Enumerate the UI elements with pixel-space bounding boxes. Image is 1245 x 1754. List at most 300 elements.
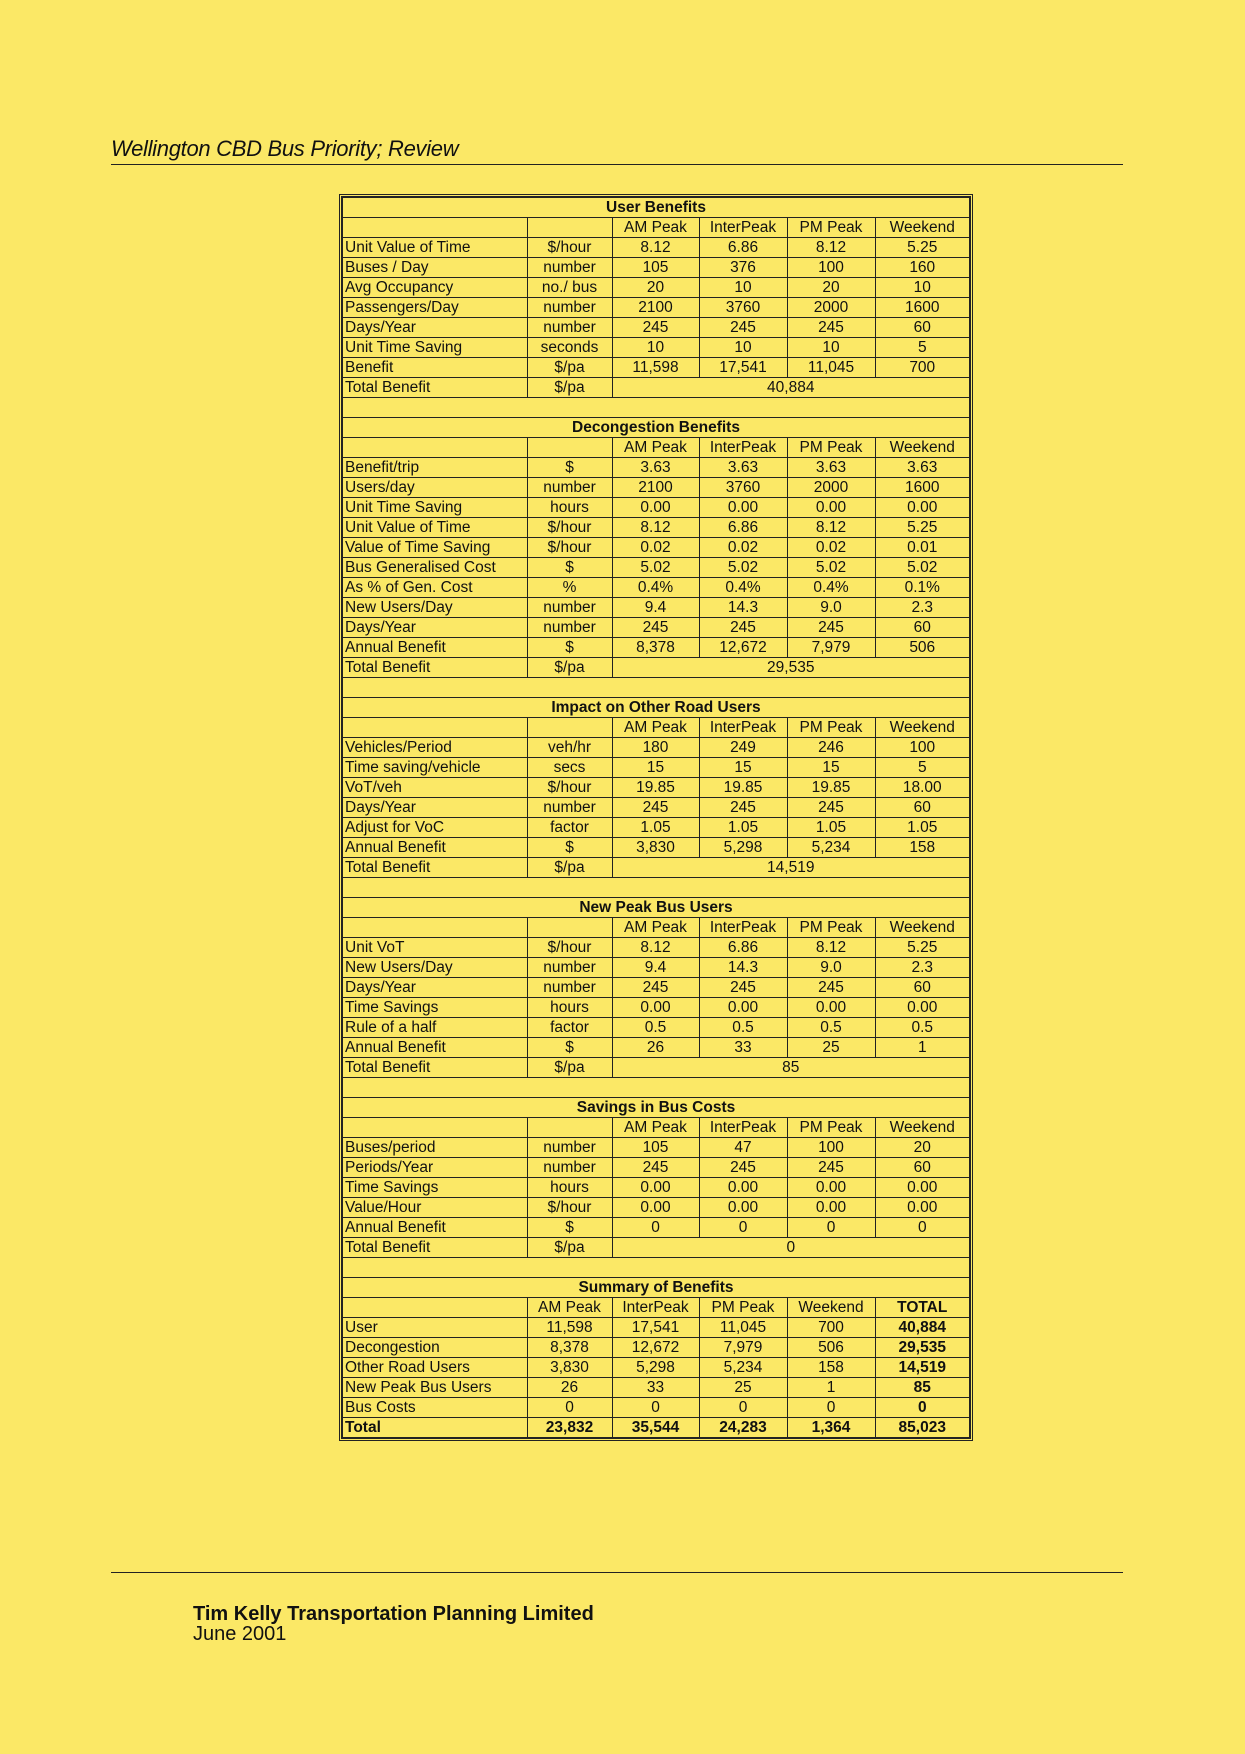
table-cell: 0.02 bbox=[612, 538, 699, 558]
benefits-table bbox=[341, 196, 971, 1439]
summary-row bbox=[342, 1418, 970, 1439]
document-date: June 2001 bbox=[193, 1623, 287, 1645]
table-cell: 5,234 bbox=[787, 838, 875, 858]
table-cell: 8.12 bbox=[612, 518, 699, 538]
row-label: Annual Benefit bbox=[342, 638, 527, 658]
table-cell: 1.05 bbox=[699, 818, 787, 838]
table-cell: 245 bbox=[787, 1158, 875, 1178]
table-cell: $ bbox=[527, 558, 612, 578]
table-cell: 60 bbox=[875, 798, 970, 818]
column-header bbox=[527, 918, 612, 938]
column-header: InterPeak bbox=[699, 918, 787, 938]
table-cell: 100 bbox=[787, 258, 875, 278]
table-row bbox=[342, 998, 970, 1018]
column-header: Weekend bbox=[875, 918, 970, 938]
section-title-row bbox=[342, 197, 970, 218]
table-cell: 35,544 bbox=[612, 1418, 699, 1439]
row-label: Decongestion bbox=[342, 1338, 527, 1358]
table-row bbox=[342, 598, 970, 618]
table-cell: 506 bbox=[787, 1338, 875, 1358]
table-cell: 85 bbox=[875, 1378, 970, 1398]
table-row bbox=[342, 1218, 970, 1238]
table-cell: 0 bbox=[699, 1218, 787, 1238]
table-cell: 245 bbox=[612, 618, 699, 638]
table-cell: 18.00 bbox=[875, 778, 970, 798]
table-row bbox=[342, 258, 970, 278]
row-label: New Users/Day bbox=[342, 598, 527, 618]
row-label: Annual Benefit bbox=[342, 838, 527, 858]
row-label: Days/Year bbox=[342, 798, 527, 818]
table-cell: 0.4% bbox=[699, 578, 787, 598]
table-cell: 19.85 bbox=[787, 778, 875, 798]
row-label: Unit VoT bbox=[342, 938, 527, 958]
column-header: InterPeak bbox=[699, 1118, 787, 1138]
table-cell: 25 bbox=[787, 1038, 875, 1058]
table-cell: 24,283 bbox=[699, 1418, 787, 1439]
table-cell: 20 bbox=[875, 1138, 970, 1158]
table-cell: 8,378 bbox=[527, 1338, 612, 1358]
row-label: User bbox=[342, 1318, 527, 1338]
table-cell: 10 bbox=[875, 278, 970, 298]
section-title-row bbox=[342, 698, 970, 718]
row-label: Annual Benefit bbox=[342, 1218, 527, 1238]
table-cell: 376 bbox=[699, 258, 787, 278]
table-cell: 0 bbox=[699, 1398, 787, 1418]
row-label: Days/Year bbox=[342, 618, 527, 638]
table-cell: 8.12 bbox=[612, 238, 699, 258]
table-row bbox=[342, 938, 970, 958]
table-cell: 2100 bbox=[612, 298, 699, 318]
table-cell: 2000 bbox=[787, 298, 875, 318]
table-cell: 11,598 bbox=[612, 358, 699, 378]
table-cell: 2100 bbox=[612, 478, 699, 498]
total-label: Total Benefit bbox=[342, 1238, 527, 1258]
row-label: Benefit/trip bbox=[342, 458, 527, 478]
table-cell: number bbox=[527, 598, 612, 618]
table-cell: 3760 bbox=[699, 478, 787, 498]
table-row bbox=[342, 838, 970, 858]
column-header: Weekend bbox=[875, 718, 970, 738]
column-header: InterPeak bbox=[699, 718, 787, 738]
total-row bbox=[342, 658, 970, 678]
table-row bbox=[342, 1178, 970, 1198]
summary-title: Summary of Benefits bbox=[342, 1278, 970, 1298]
table-cell: hours bbox=[527, 498, 612, 518]
table-cell: number bbox=[527, 258, 612, 278]
summary-row bbox=[342, 1358, 970, 1378]
table-cell: 11,598 bbox=[527, 1318, 612, 1338]
column-header: AM Peak bbox=[612, 438, 699, 458]
row-label: Time saving/vehicle bbox=[342, 758, 527, 778]
table-cell: 0.5 bbox=[699, 1018, 787, 1038]
column-header: InterPeak bbox=[699, 218, 787, 238]
table-cell: 9.4 bbox=[612, 598, 699, 618]
row-label: Days/Year bbox=[342, 978, 527, 998]
table-cell: 180 bbox=[612, 738, 699, 758]
table-cell: 245 bbox=[612, 1158, 699, 1178]
row-label: VoT/veh bbox=[342, 778, 527, 798]
table-cell: factor bbox=[527, 818, 612, 838]
table-row bbox=[342, 958, 970, 978]
table-cell: 3.63 bbox=[787, 458, 875, 478]
table-cell: 0.00 bbox=[699, 998, 787, 1018]
table-cell: 0.02 bbox=[699, 538, 787, 558]
table-cell: number bbox=[527, 958, 612, 978]
table-cell: 246 bbox=[787, 738, 875, 758]
table-cell: 26 bbox=[612, 1038, 699, 1058]
table-cell: seconds bbox=[527, 338, 612, 358]
table-cell: $ bbox=[527, 1218, 612, 1238]
row-label: Buses / Day bbox=[342, 258, 527, 278]
table-cell: 5.25 bbox=[875, 938, 970, 958]
table-cell: 1.05 bbox=[612, 818, 699, 838]
table-cell: 9.4 bbox=[612, 958, 699, 978]
table-cell: 1.05 bbox=[787, 818, 875, 838]
table-cell: 0 bbox=[875, 1398, 970, 1418]
table-row bbox=[342, 1158, 970, 1178]
table-cell: 6.86 bbox=[699, 238, 787, 258]
table-cell: 10 bbox=[699, 338, 787, 358]
table-cell: no./ bus bbox=[527, 278, 612, 298]
table-cell: 29,535 bbox=[875, 1338, 970, 1358]
column-header bbox=[527, 218, 612, 238]
table-cell: 5.02 bbox=[699, 558, 787, 578]
section-title: New Peak Bus Users bbox=[342, 898, 970, 918]
table-cell: 1 bbox=[875, 1038, 970, 1058]
table-row bbox=[342, 358, 970, 378]
table-cell: 33 bbox=[699, 1038, 787, 1058]
table-cell: 0.00 bbox=[612, 1178, 699, 1198]
column-header-row bbox=[342, 918, 970, 938]
row-label: Value of Time Saving bbox=[342, 538, 527, 558]
row-label: Buses/period bbox=[342, 1138, 527, 1158]
table-cell: 7,979 bbox=[787, 638, 875, 658]
table-row bbox=[342, 798, 970, 818]
section-spacer bbox=[342, 878, 970, 898]
table-row bbox=[342, 278, 970, 298]
table-cell: $/hour bbox=[527, 778, 612, 798]
table-row bbox=[342, 498, 970, 518]
table-row bbox=[342, 458, 970, 478]
table-cell: 5.02 bbox=[612, 558, 699, 578]
row-label: As % of Gen. Cost bbox=[342, 578, 527, 598]
table-cell: 0.00 bbox=[699, 498, 787, 518]
table-cell: 100 bbox=[875, 738, 970, 758]
total-unit: $/pa bbox=[527, 1058, 612, 1078]
table-cell: 11,045 bbox=[787, 358, 875, 378]
total-label: Total Benefit bbox=[342, 858, 527, 878]
table-cell: 700 bbox=[875, 358, 970, 378]
row-label: Unit Time Saving bbox=[342, 338, 527, 358]
table-cell: 2000 bbox=[787, 478, 875, 498]
table-cell: $ bbox=[527, 638, 612, 658]
table-row bbox=[342, 538, 970, 558]
table-cell: 5 bbox=[875, 338, 970, 358]
table-cell: 12,672 bbox=[612, 1338, 699, 1358]
table-cell: factor bbox=[527, 1018, 612, 1038]
column-header bbox=[527, 1118, 612, 1138]
total-value: 40,884 bbox=[612, 378, 970, 398]
table-cell: $/hour bbox=[527, 1198, 612, 1218]
table-cell: 0 bbox=[612, 1398, 699, 1418]
table-cell: 245 bbox=[787, 978, 875, 998]
row-label: Benefit bbox=[342, 358, 527, 378]
section-title: Impact on Other Road Users bbox=[342, 698, 970, 718]
table-row bbox=[342, 518, 970, 538]
row-label: Users/day bbox=[342, 478, 527, 498]
total-unit: $/pa bbox=[527, 378, 612, 398]
total-label: Total Benefit bbox=[342, 1058, 527, 1078]
table-cell: % bbox=[527, 578, 612, 598]
table-cell: 0 bbox=[612, 1218, 699, 1238]
row-label: New Peak Bus Users bbox=[342, 1378, 527, 1398]
summary-row bbox=[342, 1378, 970, 1398]
table-cell: 14,519 bbox=[875, 1358, 970, 1378]
table-cell: secs bbox=[527, 758, 612, 778]
table-row bbox=[342, 318, 970, 338]
table-cell: 2.3 bbox=[875, 598, 970, 618]
table-cell: 3.63 bbox=[612, 458, 699, 478]
column-header: PM Peak bbox=[787, 218, 875, 238]
table-cell: 245 bbox=[699, 798, 787, 818]
table-cell: 0.5 bbox=[787, 1018, 875, 1038]
table-row bbox=[342, 758, 970, 778]
total-value: 29,535 bbox=[612, 658, 970, 678]
row-label: Bus Costs bbox=[342, 1398, 527, 1418]
table-cell: number bbox=[527, 1158, 612, 1178]
table-row bbox=[342, 738, 970, 758]
table-row bbox=[342, 238, 970, 258]
spacer-cell bbox=[342, 398, 970, 418]
table-cell: 100 bbox=[787, 1138, 875, 1158]
table-row bbox=[342, 978, 970, 998]
table-row bbox=[342, 298, 970, 318]
table-cell: 9.0 bbox=[787, 598, 875, 618]
table-cell: number bbox=[527, 318, 612, 338]
total-row bbox=[342, 1058, 970, 1078]
table-cell: veh/hr bbox=[527, 738, 612, 758]
table-cell: 26 bbox=[527, 1378, 612, 1398]
table-cell: number bbox=[527, 798, 612, 818]
table-cell: 245 bbox=[612, 798, 699, 818]
total-row bbox=[342, 378, 970, 398]
table-cell: 5.25 bbox=[875, 238, 970, 258]
table-cell: 3.63 bbox=[699, 458, 787, 478]
table-cell: 0.4% bbox=[612, 578, 699, 598]
table-cell: 10 bbox=[612, 338, 699, 358]
table-cell: 3.63 bbox=[875, 458, 970, 478]
document-title: Wellington CBD Bus Priority; Review bbox=[111, 136, 459, 161]
summary-header-row bbox=[342, 1298, 970, 1318]
table-cell: 249 bbox=[699, 738, 787, 758]
table-row bbox=[342, 1038, 970, 1058]
table-row bbox=[342, 338, 970, 358]
table-cell: 0.01 bbox=[875, 538, 970, 558]
table-cell: 5.02 bbox=[787, 558, 875, 578]
table-cell: number bbox=[527, 298, 612, 318]
column-header: Weekend bbox=[875, 1118, 970, 1138]
column-header bbox=[342, 438, 527, 458]
table-cell: 2.3 bbox=[875, 958, 970, 978]
row-label: Adjust for VoC bbox=[342, 818, 527, 838]
row-label: Vehicles/Period bbox=[342, 738, 527, 758]
table-cell: 19.85 bbox=[699, 778, 787, 798]
column-header: TOTAL bbox=[875, 1298, 970, 1318]
table-cell: 0.00 bbox=[875, 998, 970, 1018]
table-cell: 0.00 bbox=[875, 1198, 970, 1218]
table-cell: number bbox=[527, 1138, 612, 1158]
table-cell: 105 bbox=[612, 258, 699, 278]
row-label: Unit Value of Time bbox=[342, 518, 527, 538]
table-cell: 47 bbox=[699, 1138, 787, 1158]
table-cell: 60 bbox=[875, 618, 970, 638]
table-cell: $/hour bbox=[527, 238, 612, 258]
table-cell: 0.00 bbox=[612, 998, 699, 1018]
table-row bbox=[342, 478, 970, 498]
column-header bbox=[342, 1118, 527, 1138]
table-cell: 5,234 bbox=[699, 1358, 787, 1378]
spacer-cell bbox=[342, 878, 970, 898]
table-cell: 5 bbox=[875, 758, 970, 778]
table-cell: 245 bbox=[699, 318, 787, 338]
table-cell: 33 bbox=[612, 1378, 699, 1398]
table-cell: 19.85 bbox=[612, 778, 699, 798]
table-cell: 5,298 bbox=[612, 1358, 699, 1378]
table-row bbox=[342, 638, 970, 658]
table-cell: 60 bbox=[875, 978, 970, 998]
table-cell: 12,672 bbox=[699, 638, 787, 658]
table-cell: 1 bbox=[787, 1378, 875, 1398]
table-cell: $ bbox=[527, 458, 612, 478]
table-cell: 11,045 bbox=[699, 1318, 787, 1338]
column-header-row bbox=[342, 218, 970, 238]
column-header: AM Peak bbox=[612, 1118, 699, 1138]
column-header: InterPeak bbox=[699, 438, 787, 458]
table-cell: $/hour bbox=[527, 938, 612, 958]
total-unit: $/pa bbox=[527, 1238, 612, 1258]
table-cell: 8.12 bbox=[787, 938, 875, 958]
column-header-row bbox=[342, 438, 970, 458]
table-cell: 25 bbox=[699, 1378, 787, 1398]
spacer-cell bbox=[342, 1258, 970, 1278]
table-cell: 14.3 bbox=[699, 958, 787, 978]
table-cell: 1,364 bbox=[787, 1418, 875, 1439]
table-cell: 0 bbox=[875, 1218, 970, 1238]
table-cell: 0 bbox=[787, 1218, 875, 1238]
table-cell: 6.86 bbox=[699, 938, 787, 958]
summary-row bbox=[342, 1338, 970, 1358]
table-cell: number bbox=[527, 478, 612, 498]
table-cell: 0.5 bbox=[875, 1018, 970, 1038]
table-cell: 3760 bbox=[699, 298, 787, 318]
row-label: Time Savings bbox=[342, 998, 527, 1018]
table-cell: 5.25 bbox=[875, 518, 970, 538]
table-cell: 3,830 bbox=[612, 838, 699, 858]
column-header: PM Peak bbox=[787, 718, 875, 738]
column-header bbox=[342, 718, 527, 738]
table-cell: 0.00 bbox=[612, 498, 699, 518]
column-header: AM Peak bbox=[612, 718, 699, 738]
table-cell: 14.3 bbox=[699, 598, 787, 618]
table-cell: 23,832 bbox=[527, 1418, 612, 1439]
section-title-row bbox=[342, 418, 970, 438]
column-header: PM Peak bbox=[787, 1118, 875, 1138]
table-cell: $/pa bbox=[527, 358, 612, 378]
column-header: AM Peak bbox=[612, 918, 699, 938]
table-row bbox=[342, 818, 970, 838]
row-label: Other Road Users bbox=[342, 1358, 527, 1378]
table-cell: number bbox=[527, 618, 612, 638]
total-label: Total Benefit bbox=[342, 658, 527, 678]
row-label: New Users/Day bbox=[342, 958, 527, 978]
table-cell: 6.86 bbox=[699, 518, 787, 538]
table-cell: 40,884 bbox=[875, 1318, 970, 1338]
row-label: Bus Generalised Cost bbox=[342, 558, 527, 578]
table-cell: 245 bbox=[699, 1158, 787, 1178]
table-cell: 160 bbox=[875, 258, 970, 278]
table-cell: 0.00 bbox=[699, 1198, 787, 1218]
table-cell: 158 bbox=[787, 1358, 875, 1378]
table-cell: $ bbox=[527, 1038, 612, 1058]
table-cell: 245 bbox=[612, 318, 699, 338]
column-header bbox=[342, 218, 527, 238]
row-label: Days/Year bbox=[342, 318, 527, 338]
table-cell: 7,979 bbox=[699, 1338, 787, 1358]
row-label: Passengers/Day bbox=[342, 298, 527, 318]
table-cell: 0.00 bbox=[699, 1178, 787, 1198]
section-title: Savings in Bus Costs bbox=[342, 1098, 970, 1118]
section-title: Decongestion Benefits bbox=[342, 418, 970, 438]
column-header: AM Peak bbox=[612, 218, 699, 238]
table-cell: 10 bbox=[699, 278, 787, 298]
total-value: 0 bbox=[612, 1238, 970, 1258]
section-spacer bbox=[342, 678, 970, 698]
table-cell: 158 bbox=[875, 838, 970, 858]
total-row bbox=[342, 1238, 970, 1258]
row-label: Annual Benefit bbox=[342, 1038, 527, 1058]
row-label: Rule of a half bbox=[342, 1018, 527, 1038]
table-row bbox=[342, 778, 970, 798]
table-cell: 15 bbox=[787, 758, 875, 778]
page-header bbox=[111, 136, 1123, 165]
table-cell: 105 bbox=[612, 1138, 699, 1158]
table-cell: 0 bbox=[787, 1398, 875, 1418]
table-cell: $/hour bbox=[527, 538, 612, 558]
table-cell: 506 bbox=[875, 638, 970, 658]
table-row bbox=[342, 1018, 970, 1038]
total-value: 85 bbox=[612, 1058, 970, 1078]
footer-rule bbox=[111, 1572, 1123, 1573]
summary-row bbox=[342, 1318, 970, 1338]
table-cell: 0.00 bbox=[787, 498, 875, 518]
table-row bbox=[342, 1138, 970, 1158]
benefit-tables bbox=[341, 196, 969, 1439]
table-cell: 0.00 bbox=[612, 1198, 699, 1218]
total-unit: $/pa bbox=[527, 658, 612, 678]
table-cell: 245 bbox=[787, 618, 875, 638]
table-cell: 245 bbox=[699, 618, 787, 638]
section-spacer bbox=[342, 1078, 970, 1098]
table-cell: 20 bbox=[787, 278, 875, 298]
column-header: PM Peak bbox=[787, 918, 875, 938]
column-header bbox=[342, 1298, 527, 1318]
table-cell: 60 bbox=[875, 318, 970, 338]
summary-row bbox=[342, 1398, 970, 1418]
column-header: InterPeak bbox=[612, 1298, 699, 1318]
table-row bbox=[342, 578, 970, 598]
table-cell: 245 bbox=[699, 978, 787, 998]
column-header-row bbox=[342, 718, 970, 738]
